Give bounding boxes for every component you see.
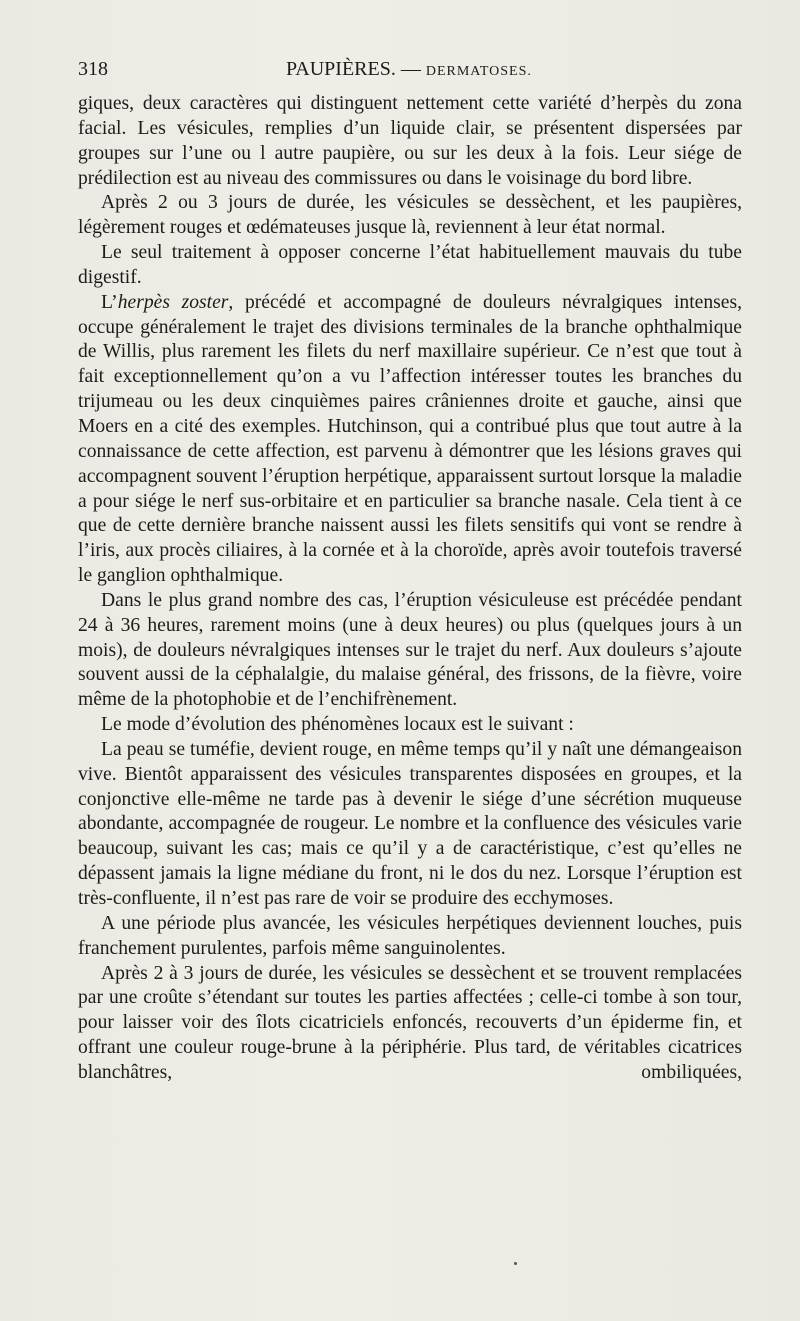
paragraph-9: Après 2 à 3 jours de durée, les vésicules se dessèchent et se trouvent remplacées par une croûte s’étendant sur toutes les parties affectées ; celle-ci tombe à son tour, pour laisser voir des îlots cicatriciels enfoncés, recouverts d’un épiderme fin, et offrant une couleur rouge-brune à la périphérie. Plus tard, de véritables cicatrices blanchâtres, ombiliquées, [78,962,742,1083]
page-number: 318 [78,58,108,80]
running-title-main: PAUPIÈRES. — [286,58,421,80]
paragraph-4 [78,291,742,589]
paragraph-4-text: , précédé et accompagné de douleurs névralgiques intenses, occupe généralement le trajet des divisions terminales de la branche ophthalmique de Willis, plus rarement les filets du nerf maxillaire supérieur. Ce n’est que tout à fait exceptionnellement qu’on a vu l’affection intéresser toutes les branches du trijumeau ou les deux cinquièmes paires crâniennes droite et gauche, ainsi que Moers en a cité des exemples. Hutchinson, qui a contribué plus que tout autre à la connaissance de cette affection, est parvenu à démontrer que les lésions graves qui accompagnent souvent l’éruption herpétique, apparaissent surtout lorsque la maladie a pour siége le nerf sus-orbitaire et en particulier sa branche nasale. Cela tient à ce que de cette dernière branche naissent aussi les filets sensitifs qui vont se rendre à l’iris, aux procès ciliaires, à la cornée et à la choroïde, après avoir toutefois traversé le ganglion ophthalmique. [78,291,742,587]
print-speck [514,1262,517,1265]
paragraph-3: Le seul traitement à opposer concerne l’état habituellement mauvais du tube digestif. [78,242,742,288]
paragraph-1: giques, deux caractères qui distinguent nettement cette variété d’herpès du zona facial. Les vésicules, remplies d’un liquide clair, se présentent dispersées par groupes sur l’une ou l autre paupière, ou sur les deux à la fois. Leur siége de prédilection est au niveau des commissures ou dans le voisinage du bord libre. [78,93,742,189]
herpes-zoster-term: herpès zoster [117,291,229,313]
paragraph-7: La peau se tuméfie, devient rouge, en même temps qu’il y naît une démangeaison vive. Bientôt apparaissent des vésicules transparentes disposées en groupes, et la conjonctive elle-même ne tarde pas à devenir le siége d’une sécrétion muqueuse abondante, accompagnée de rougeur. Le nombre et la confluence des vésicules varie beaucoup, suivant les cas; mais ce qu’il y a de caractéristique, c’est qu’elles ne dépassent jamais la ligne médiane du front, ni le dos du nez. Lorsque l’éruption est très-confluente, il n’est pas rare de voir se produire des ecchymoses. [78,738,742,909]
paragraph-6: Le mode d’évolution des phénomènes locaux est le suivant : [101,714,574,736]
running-title-sub: DERMATOSES. [425,64,532,79]
page-body [78,92,742,1086]
paragraph-4-lead: L’ [101,291,118,313]
paragraph-8: A une période plus avancée, les vésicules herpétiques deviennent louches, puis franchement purulentes, parfois même sanguinolentes. [78,912,742,959]
page-header [78,58,742,88]
paragraph-5: Dans le plus grand nombre des cas, l’éruption vésiculeuse est précédée pendant 24 à 36 heures, rarement moins (une à deux heures) ou plus (quelques jours à un mois), de douleurs névralgiques intenses sur le trajet du nerf. Aux douleurs s’ajoute souvent aussi de la céphalalgie, du malaise général, des frissons, de la fièvre, voire même de la photophobie et de l’enchifrènement. [78,589,742,711]
paragraph-2: Après 2 ou 3 jours de durée, les vésicules se dessèchent, et les paupières, légèrement rouges et œdémateuses jusque là, reviennent à leur état normal. [78,192,742,239]
running-title [286,58,532,81]
